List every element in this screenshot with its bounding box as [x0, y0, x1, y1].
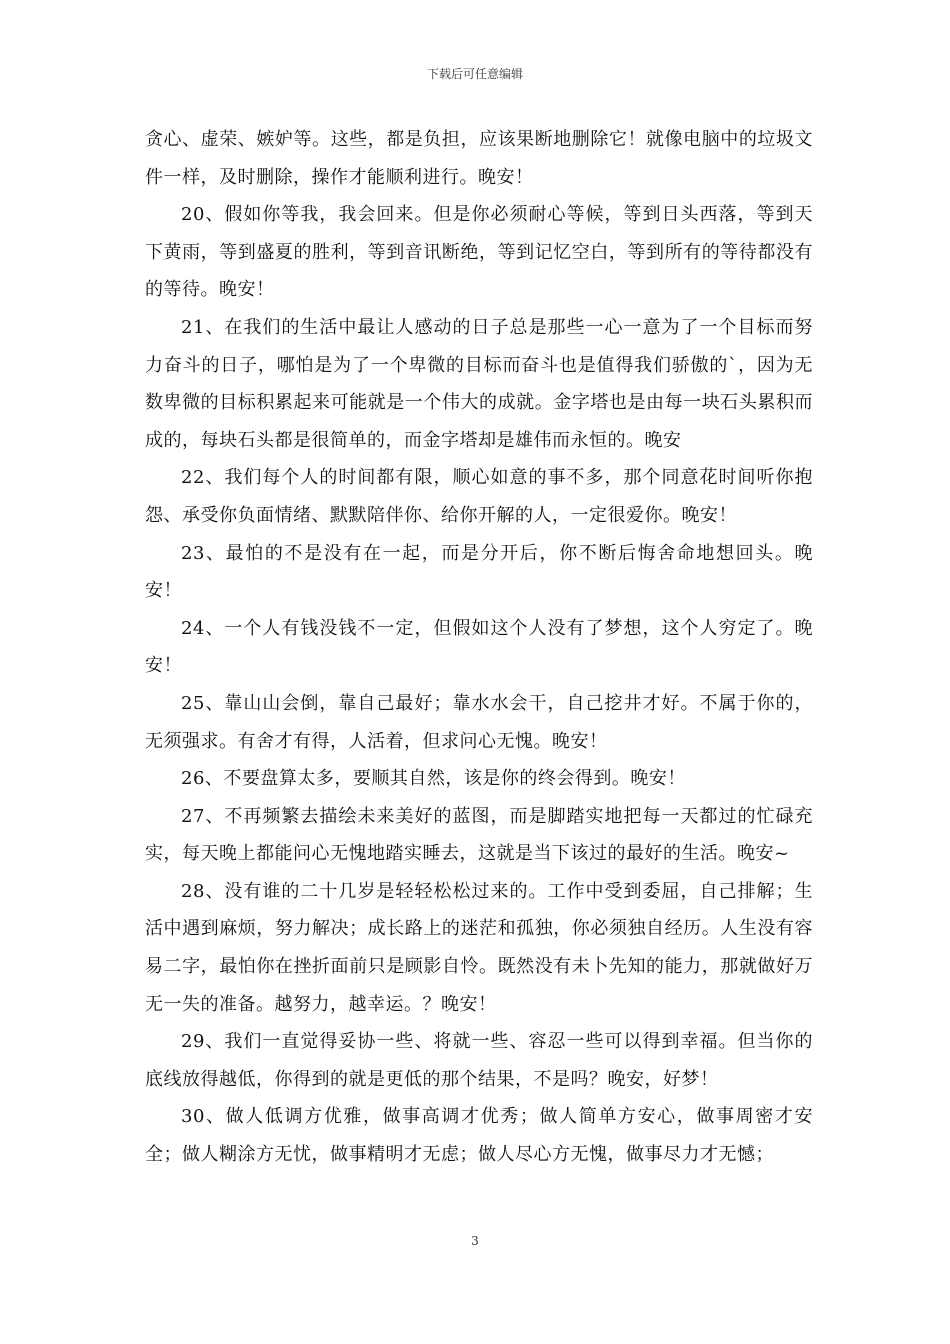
- page-header: 下载后可任意编辑: [426, 67, 523, 81]
- paragraph: 23、最怕的不是没有在一起，而是分开后，你不断后悔舍命地想回头。晚安！: [145, 542, 813, 602]
- paragraph: 贪心、虚荣、嫉妒等。这些，都是负担，应该果断地删除它！就像电脑中的垃圾文件一样，及时删除，操作才能顺利进行。晚安！: [145, 129, 813, 188]
- page-number: 3: [471, 1234, 479, 1248]
- paragraph: 24、一个人有钱没钱不一定，但假如这个人没有了梦想，这个人穷定了。晚安！: [145, 617, 813, 677]
- paragraph: 25、靠山山会倒，靠自己最好；靠水水会干，自己挖井才好。不属于你的，无须强求。有舍才有得，人活着，但求问心无愧。晚安！: [145, 692, 813, 752]
- paragraph: 27、不再频繁去描绘未来美好的蓝图，而是脚踏实地把每一天都过的忙碌充实，每天晚上都能问心无愧地踏实睡去，这就是当下该过的最好的生活。晚安~: [145, 805, 813, 865]
- paragraph: 28、没有谁的二十几岁是轻轻松松过来的。工作中受到委屈，自己排解；生活中遇到麻烦，努力解决；成长路上的迷茫和孤独，你必须独自经历。人生没有容易二字，最怕你在挫折面前只是顾影自怜。既然没有未卜先知的能力，那就做好万无一失的准备。越努力，越幸运。？晚安！: [145, 880, 813, 1015]
- paragraph: 30、做人低调方优雅，做事高调才优秀；做人简单方安心，做事周密才安全；做人糊涂方无忧，做事精明才无虑；做人尽心方无愧，做事尽力才无憾；: [145, 1106, 813, 1166]
- paragraph: 21、在我们的生活中最让人感动的日子总是那些一心一意为了一个目标而努力奋斗的日子，哪怕是为了一个卑微的目标而奋斗也是值得我们骄傲的`，因为无数卑微的目标积累起来可能就是一个伟大的成就。金字塔也是由每一块石头累积而成的，每块石头都是很简单的，而金字塔却是雄伟而永恒的。晚安: [145, 316, 813, 451]
- paragraph: 29、我们一直觉得妥协一些、将就一些、容忍一些可以得到幸福。但当你的底线放得越低，你得到的就是更低的那个结果，不是吗？晚安，好梦！: [145, 1031, 813, 1090]
- paragraph: 20、假如你等我，我会回来。但是你必须耐心等候，等到日头西落，等到天下黄雨，等到盛夏的胜利，等到音讯断绝，等到记忆空白，等到所有的等待都没有的等待。晚安！: [145, 204, 813, 301]
- paragraph: 26、不要盘算太多，要顺其自然，该是你的终会得到。晚安！: [181, 768, 686, 790]
- document-body: [145, 121, 813, 1174]
- paragraph: 22、我们每个人的时间都有限，顺心如意的事不多，那个同意花时间听你抱怨、承受你负面情绪、默默陪伴你、给你开解的人，一定很爱你。晚安！: [145, 467, 813, 526]
